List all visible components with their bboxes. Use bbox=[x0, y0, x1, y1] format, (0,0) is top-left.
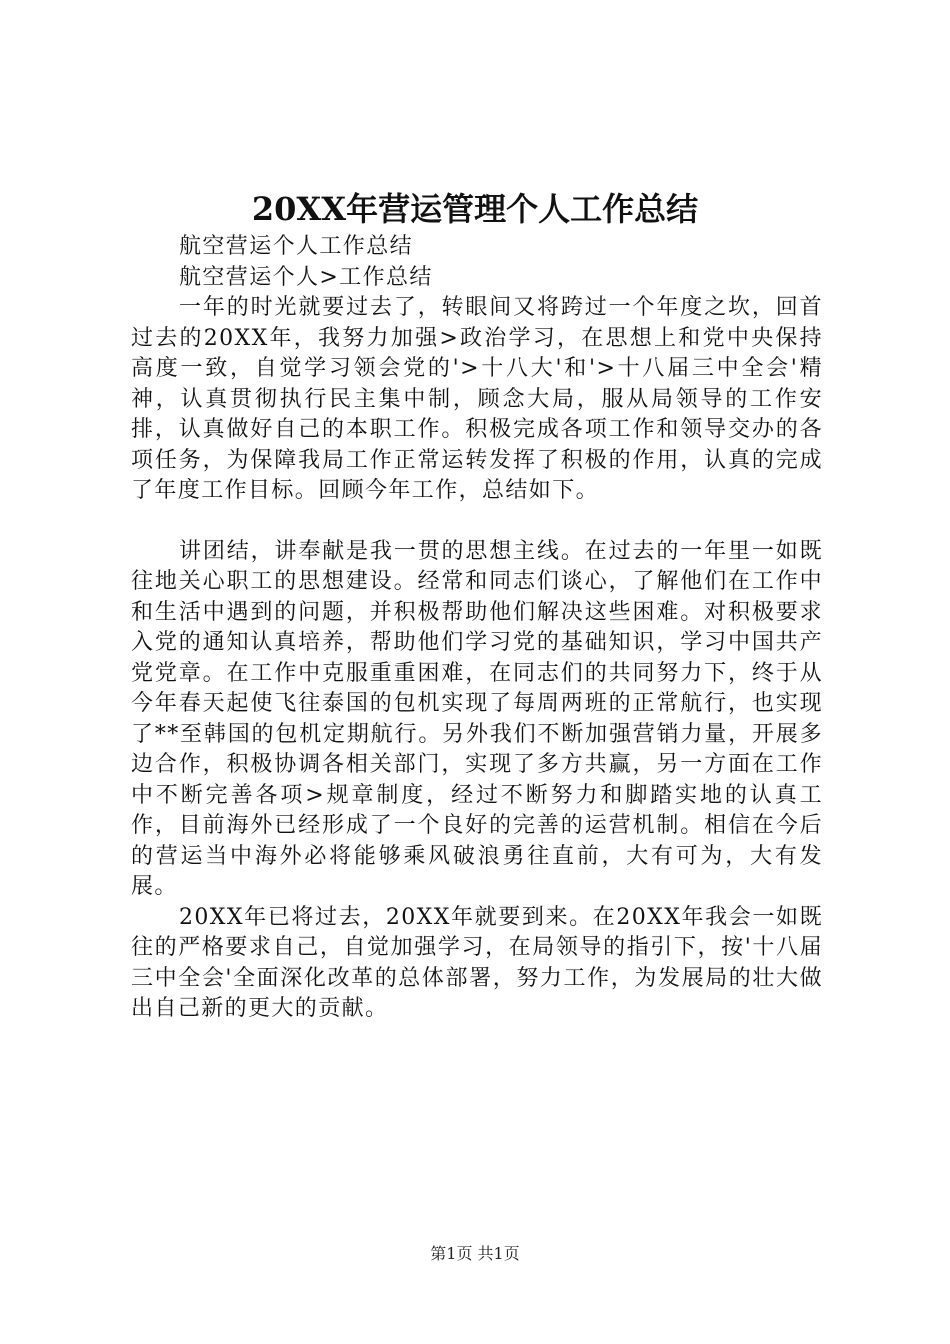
subtitle-line-2: 航空营运个人>工作总结 bbox=[179, 264, 433, 290]
document-body bbox=[131, 232, 823, 1025]
body-paragraph-2: 讲团结，讲奉献是我一贯的思想主线。在过去的一年里一如既往地关心职工的思想建设。经常和同志们谈心，了解他们在工作中和生活中遇到的问题，并积极帮助他们解决这些困难。对积极要求入党的通知认真培养，帮助他们学习党的基础知识，学习中国共产党党章。在工作中克服重重困难，在同志们的共同努力下，终于从今年春天起使飞往泰国的包机实现了每周两班的正常航行，也实现了**至韩国的包机定期航行。另外我们不断加强营销力量，开展多边合作，积极协调各相关部门，实现了多方共赢，另一方面在工作中不断完善各项>规章制度，经过不断努力和脚踏实地的认真工作，目前海外已经形成了一个良好的完善的运营机制。相信在今后的营运当中海外必将能够乘风破浪勇往直前，大有可为，大有发展。 bbox=[131, 538, 823, 899]
body-paragraph-3: 20XX年已将过去，20XX年就要到来。在20XX年我会一如既往的严格要求自己，自觉加强学习，在局领导的指引下，按'十八届三中全会'全面深化改革的总体部署，努力工作，为发展局的壮大做出自己新的更大的贡献。 bbox=[131, 904, 823, 1021]
document-title: 20XX年营运管理个人工作总结 bbox=[251, 190, 699, 228]
page-footer: 第1页 共1页 bbox=[430, 1244, 520, 1263]
subtitle-line-1: 航空营运个人工作总结 bbox=[179, 234, 414, 259]
body-paragraph-1: 一年的时光就要过去了，转眼间又将跨过一个年度之坎，回首过去的20XX年，我努力加强>政治学习，在思想上和党中央保持高度一致，自觉学习领会党的'>十八大'和'>十八届三中全会'精神，认真贯彻执行民主集中制，顾念大局，服从局领导的工作安排，认真做好自己的本职工作。积极完成各项工作和领导交办的各项任务，为保障我局工作正常运转发挥了积极的作用，认真的完成了年度工作目标。回顾今年工作，总结如下。 bbox=[131, 295, 823, 503]
